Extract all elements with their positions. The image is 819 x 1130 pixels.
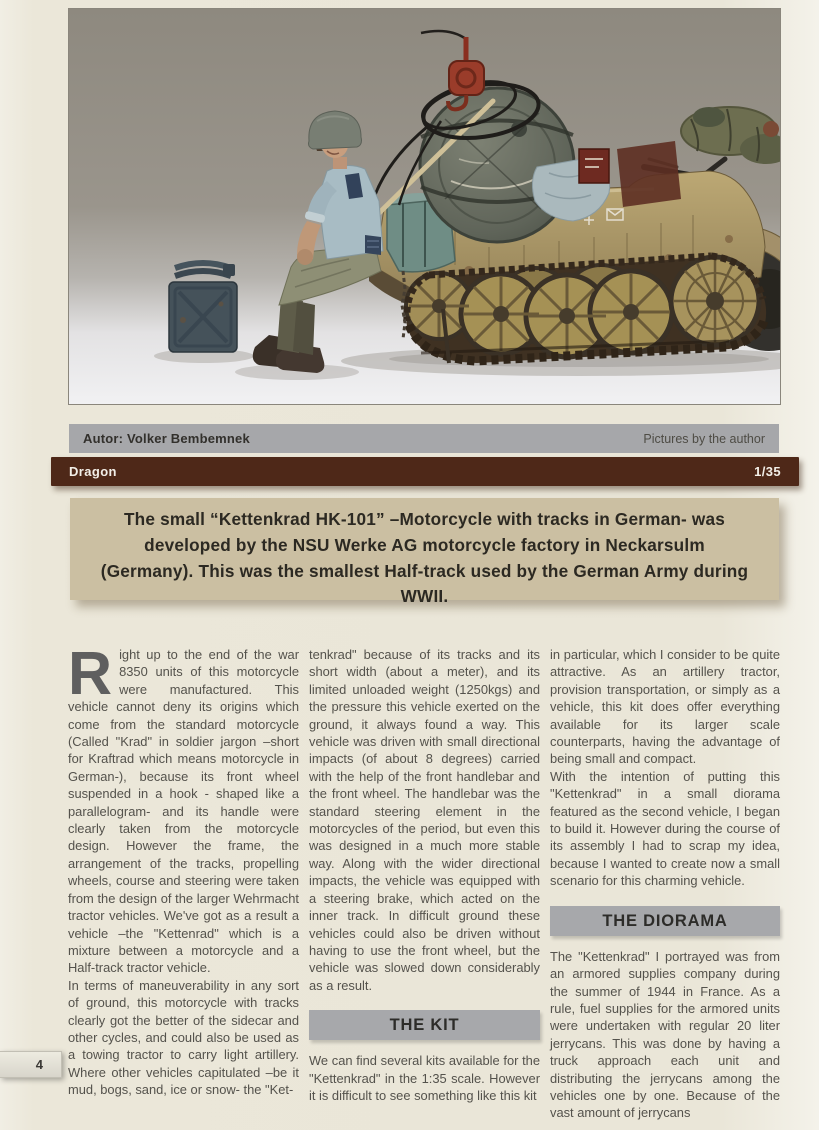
kettenkrad-photo-illustration — [69, 9, 780, 404]
article-paragraph — [68, 639, 299, 977]
intro-text: The small “Kettenkrad HK-101” –Motorcycle with tracks in German- was developed by the NSU Werke AG motorcycle factory in Neckarsulm (Germany). This was the smallest Half-track used by the German Army during WWII. — [100, 509, 749, 607]
article-column-3 — [550, 646, 780, 1122]
kit-scale: 1/35 — [754, 464, 781, 479]
paragraph-text: ight up to the end of the war 8350 units of this motorcycle were manufactured. This vehicle cannot deny its origins which come from the standard motorcycle (Called "Krad" in soldier jargon –short for Kraftrad which means motorcycle in German-), because its front wheel suspended in a hook - shaped like a parallelogram- and its handle were clearly taken from the motorcycle design. However the frame, the arrangement of the tracks, propelling wheels, course and steering were taken from the design of the larger Wehrmacht tractor vehicles. We've got as a result a vehicle –the "Kettenrad" which is a mixture between a motorcycle and a Half-track tractor vehicle. — [68, 647, 299, 976]
photo-credit: Pictures by the author — [643, 431, 765, 446]
kit-info-bar — [51, 457, 799, 486]
article-paragraph: We can find several kits available for the "Kettenkrad" in the 1:35 scale. However it is difficult to see something like this kit — [309, 1053, 540, 1103]
article-paragraph: In terms of maneuverability in any sort of ground, this motorcycle with tracks clearly got the better of the sidecar and other cycles, and could also be used as a towing tractor to carry light artillery. Where other vehicles capitulated –be it mud, bogs, sand, ice or snow- the "Ket- — [68, 977, 299, 1098]
page-number: 4 — [35, 1057, 43, 1072]
article-photo — [68, 8, 781, 405]
section-heading-the-kit: THE KIT — [309, 1010, 540, 1040]
article-paragraph: With the intention of putting this "Kettenkrad" in a small diorama featured as the second vehicle, I began to build it. However during the course of its assembly I had to scrap my idea, because I wanted to create now a small scenario for this charming vehicle. — [550, 768, 780, 889]
kit-brand: Dragon — [69, 464, 117, 479]
article-paragraph: The "Kettenkrad" I portrayed was from an armored supplies company during the summer of 1944 in France. As a rule, fuel supplies for the armored units were undertaken with regular 20 liter jerrycans. This was done by having a truck approach each unit and distributing the jerrycans among the vehicles one by one. Because of the vast amount of jerrycans — [550, 948, 780, 1121]
intro-banner — [70, 498, 779, 607]
section-heading-the-diorama: THE DIORAMA — [550, 906, 780, 936]
article-paragraph: in particular, which I consider to be quite attractive. As an artillery tractor, provision transportation, or simply as a vehicle, this kit does offer everything available for its larger scale counterparts, having the advantage of being small and compact. — [550, 647, 780, 767]
byline-bar — [69, 424, 779, 453]
article-paragraph: tenkrad" because of its tracks and its short width (about a meter), and its limited unloaded weight (1250kgs) and the pressure this vehicle exerted on the ground, it always found a way. This vehicle was driven with small directional impacts (of about 8 degrees) carried with the help of the front handlebar and the front wheel. The handlebar was the standard steering element in the motorcycles of the period, but even this was designed in a much more stable way. Along with the wider directional impacts, the vehicle was equipped with a steering brake, which acted on the inner track. In difficult ground these vehicles could also be driven without having to use the front wheel, but the vehicle was slowed down considerably as a result. — [309, 647, 540, 993]
track-assembly — [406, 256, 766, 363]
article-column-1 — [68, 639, 299, 1099]
drop-cap: R — [68, 639, 113, 707]
article-column-2 — [309, 646, 540, 1104]
author-name: Autor: Volker Bembemnek — [83, 431, 250, 446]
page-number-tab — [0, 1051, 62, 1078]
